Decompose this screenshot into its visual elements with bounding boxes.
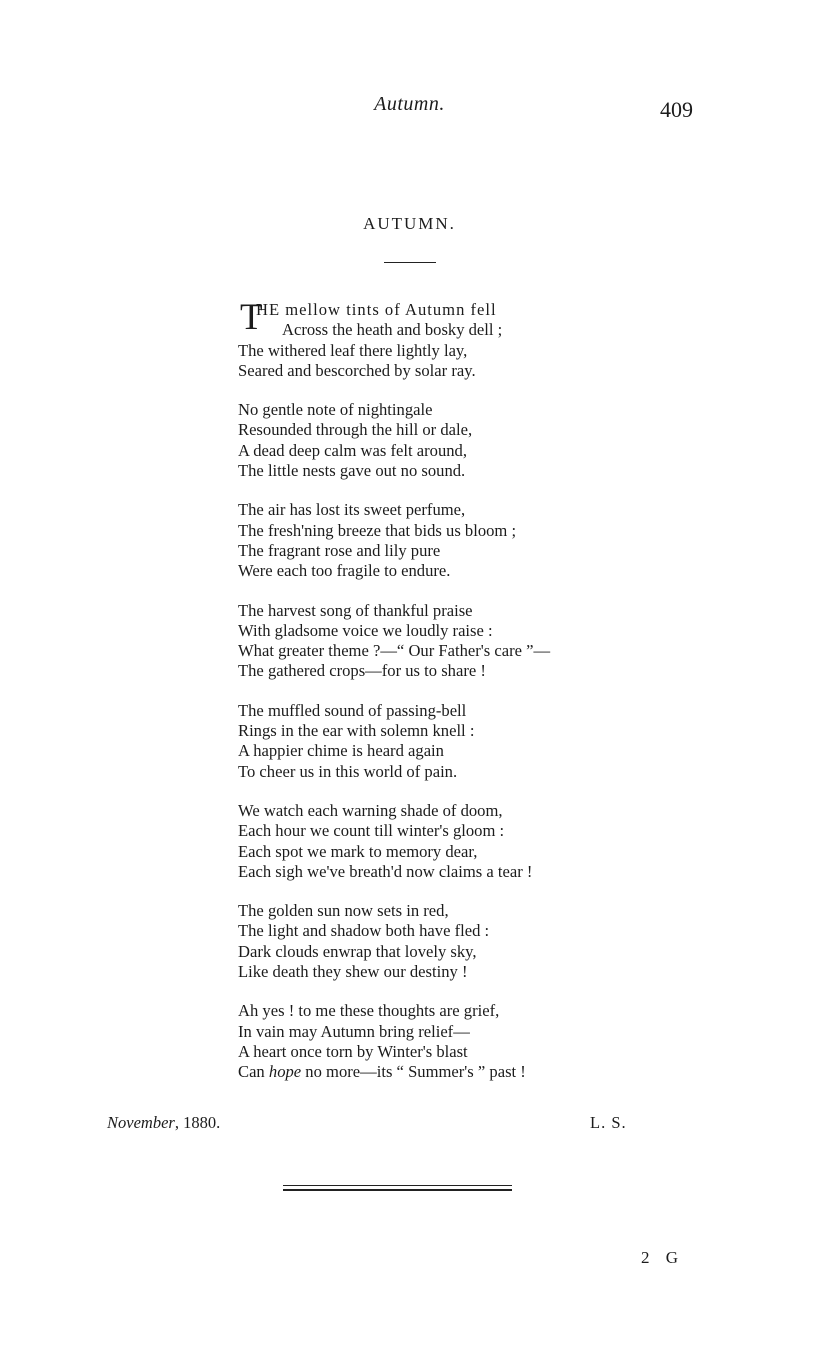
- poem-line: [238, 1062, 658, 1082]
- poem-line: Each hour we count till winter's gloom :: [238, 821, 505, 841]
- poem-line: Seared and bescorched by solar ray.: [238, 360, 476, 380]
- poem-line: To cheer us in this world of pain.: [238, 761, 458, 781]
- stanza: [238, 1001, 658, 1082]
- poem-line: Resounded through the hill or dale,: [238, 420, 473, 440]
- poem-line: Dark clouds enwrap that lovely sky,: [238, 941, 477, 961]
- poem-line: The fresh'ning breeze that bids us bloom ;: [238, 520, 517, 540]
- poem-line: Rings in the ear with solemn knell :: [238, 721, 475, 741]
- date-year: , 1880.: [174, 1113, 221, 1132]
- poem-line: The little nests gave out no sound.: [238, 461, 466, 481]
- end-rule-thin: [283, 1185, 512, 1186]
- poem-body: [238, 297, 658, 1102]
- stanza: [238, 500, 658, 581]
- poem-line: Each spot we mark to memory dear,: [238, 841, 478, 861]
- date-line: [107, 1113, 220, 1133]
- poem-line: The air has lost its sweet perfume,: [238, 500, 466, 520]
- line-text: no more—its “ Summer's ” past !: [301, 1062, 526, 1082]
- poem-line: What greater theme ?—“ Our Father's care ”—: [238, 641, 551, 661]
- poem-line: In vain may Autumn bring relief—: [238, 1021, 470, 1041]
- signature-mark: 2 G: [641, 1248, 685, 1267]
- date-month: November: [107, 1113, 175, 1132]
- stanza: [238, 601, 658, 682]
- poem-line: We watch each warning shade of doom,: [238, 800, 503, 820]
- poem-line: The withered leaf there lightly lay,: [238, 340, 468, 360]
- poem-title: AUTUMN.: [363, 214, 456, 233]
- stanza: [238, 701, 658, 782]
- poem-line: Like death they shew our destiny !: [238, 962, 468, 982]
- poem-line: A dead deep calm was felt around,: [238, 440, 467, 460]
- italic-word: hope: [268, 1062, 302, 1082]
- poem-line: The golden sun now sets in red,: [238, 901, 449, 921]
- author-signature: L. S.: [590, 1113, 627, 1132]
- poem-line: A heart once torn by Winter's blast: [238, 1041, 468, 1061]
- running-title: Autumn.: [374, 93, 445, 115]
- poem-line: The gathered crops—for us to share !: [238, 661, 486, 681]
- end-rule-thick: [283, 1189, 512, 1191]
- poem-line: The light and shadow both have fled :: [238, 921, 490, 941]
- stanza: [238, 297, 658, 381]
- drop-cap: T: [240, 297, 263, 338]
- page-number: 409: [660, 97, 693, 122]
- title-divider: [384, 262, 436, 263]
- stanza: [238, 901, 658, 982]
- poem-line: Each sigh we've breath'd now claims a tear !: [238, 861, 533, 881]
- poem-line: The fragrant rose and lily pure: [238, 540, 441, 560]
- line-text: Can: [238, 1062, 269, 1082]
- poem-line: A happier chime is heard again: [238, 741, 444, 761]
- poem-line: Across the heath and bosky dell ;: [282, 320, 503, 340]
- end-divider: [283, 1185, 512, 1191]
- poem-line: No gentle note of nightingale: [238, 400, 433, 420]
- poem-line: The harvest song of thankful praise: [238, 600, 473, 620]
- poem-line: Were each too fragile to endure.: [238, 561, 451, 581]
- stanza: [238, 400, 658, 481]
- poem-line: The muffled sound of passing-bell: [238, 700, 467, 720]
- poem-line: Ah yes ! to me these thoughts are grief,: [238, 1001, 500, 1021]
- stanza: [238, 801, 658, 882]
- poem-line: With gladsome voice we loudly raise :: [238, 620, 493, 640]
- first-line-text: HE mellow tints of Autumn fell: [256, 300, 497, 319]
